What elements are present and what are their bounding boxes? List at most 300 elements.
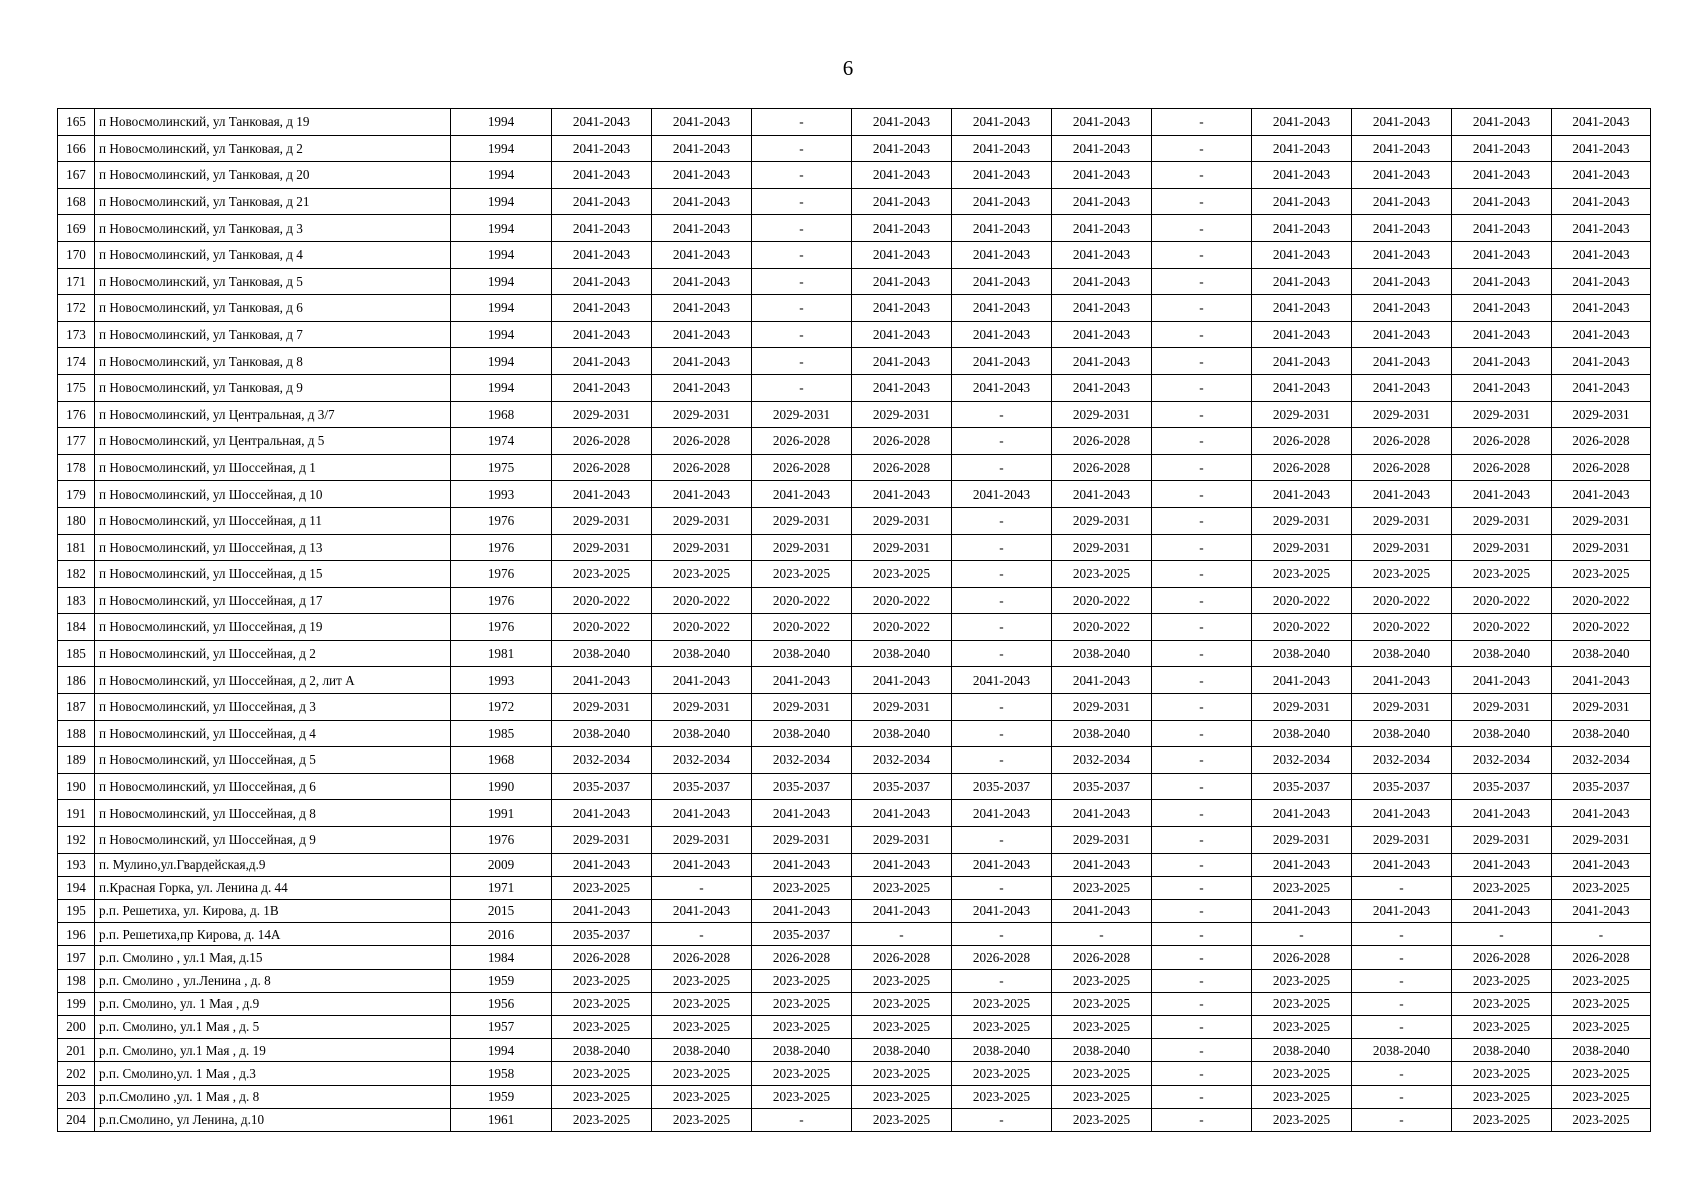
value-cell: 2041-2043 — [1352, 135, 1452, 162]
value-cell: 2038-2040 — [552, 720, 652, 747]
value-cell: 2023-2025 — [1052, 1108, 1152, 1131]
row-number-cell: 176 — [58, 401, 95, 428]
year-cell: 1994 — [451, 188, 552, 215]
value-cell: 2038-2040 — [1452, 1039, 1552, 1062]
value-cell: 2023-2025 — [552, 1015, 652, 1038]
value-cell: 2020-2022 — [1052, 614, 1152, 641]
address-cell: р.п.Смолино, ул Ленина, д.10 — [95, 1108, 451, 1131]
row-number-cell: 193 — [58, 853, 95, 876]
value-cell: 2041-2043 — [552, 268, 652, 295]
value-cell: 2038-2040 — [752, 640, 852, 667]
value-cell: 2029-2031 — [1452, 694, 1552, 721]
value-cell: 2041-2043 — [952, 135, 1052, 162]
value-cell: 2029-2031 — [1452, 507, 1552, 534]
value-cell: 2038-2040 — [1552, 1039, 1651, 1062]
value-cell: 2041-2043 — [1552, 481, 1651, 508]
value-cell: 2023-2025 — [1552, 992, 1651, 1015]
table-row — [58, 561, 1651, 588]
value-cell: - — [752, 268, 852, 295]
table-row — [58, 694, 1651, 721]
table-row — [58, 1015, 1651, 1038]
row-number-cell: 202 — [58, 1062, 95, 1085]
row-number-cell: 192 — [58, 827, 95, 854]
value-cell: 2029-2031 — [1552, 534, 1651, 561]
row-number-cell: 185 — [58, 640, 95, 667]
value-cell: 2041-2043 — [552, 162, 652, 189]
value-cell: 2041-2043 — [652, 900, 752, 923]
value-cell: 2041-2043 — [1252, 135, 1352, 162]
value-cell: 2041-2043 — [1352, 900, 1452, 923]
value-cell: 2041-2043 — [1452, 321, 1552, 348]
value-cell: 2023-2025 — [1052, 1062, 1152, 1085]
value-cell: - — [1352, 1062, 1452, 1085]
value-cell: 2026-2028 — [652, 946, 752, 969]
value-cell: 2029-2031 — [1252, 534, 1352, 561]
address-cell: р.п. Смолино, ул.1 Мая , д. 5 — [95, 1015, 451, 1038]
value-cell: 2041-2043 — [652, 188, 752, 215]
row-number-cell: 197 — [58, 946, 95, 969]
value-cell: 2023-2025 — [852, 1015, 952, 1038]
value-cell: - — [1152, 614, 1252, 641]
year-cell: 1976 — [451, 507, 552, 534]
value-cell: 2020-2022 — [852, 587, 952, 614]
value-cell: - — [1152, 969, 1252, 992]
value-cell: 2029-2031 — [1052, 534, 1152, 561]
value-cell: - — [1152, 534, 1252, 561]
value-cell: 2041-2043 — [652, 374, 752, 401]
value-cell: 2041-2043 — [952, 295, 1052, 322]
value-cell: 2023-2025 — [752, 1062, 852, 1085]
value-cell: - — [1252, 923, 1352, 946]
value-cell: 2029-2031 — [1252, 507, 1352, 534]
value-cell: 2023-2025 — [852, 1085, 952, 1108]
value-cell: - — [1152, 1039, 1252, 1062]
value-cell: 2023-2025 — [1052, 876, 1152, 899]
year-cell: 1956 — [451, 992, 552, 1015]
value-cell: 2038-2040 — [552, 640, 652, 667]
value-cell: 2041-2043 — [1352, 481, 1452, 508]
value-cell: 2023-2025 — [1352, 561, 1452, 588]
value-cell: 2041-2043 — [952, 853, 1052, 876]
value-cell: - — [1352, 1108, 1452, 1131]
address-cell: п Новосмолинский, ул Шоссейная, д 1 — [95, 454, 451, 481]
table-row — [58, 295, 1651, 322]
value-cell: 2041-2043 — [1252, 109, 1352, 136]
value-cell: 2029-2031 — [852, 507, 952, 534]
value-cell: 2038-2040 — [1252, 720, 1352, 747]
value-cell: 2020-2022 — [1452, 614, 1552, 641]
value-cell: 2023-2025 — [552, 969, 652, 992]
value-cell: - — [1352, 1015, 1452, 1038]
value-cell: 2035-2037 — [1352, 773, 1452, 800]
value-cell: 2029-2031 — [1452, 534, 1552, 561]
year-cell: 1976 — [451, 534, 552, 561]
value-cell: 2041-2043 — [1552, 667, 1651, 694]
address-cell: п Новосмолинский, ул Шоссейная, д 3 — [95, 694, 451, 721]
value-cell: - — [952, 720, 1052, 747]
row-number-cell: 172 — [58, 295, 95, 322]
value-cell: 2041-2043 — [552, 667, 652, 694]
value-cell: 2041-2043 — [1452, 800, 1552, 827]
value-cell: 2023-2025 — [1052, 1015, 1152, 1038]
value-cell: - — [1352, 969, 1452, 992]
value-cell: 2029-2031 — [1252, 827, 1352, 854]
value-cell: - — [752, 295, 852, 322]
value-cell: 2038-2040 — [1352, 1039, 1452, 1062]
value-cell: 2038-2040 — [652, 720, 752, 747]
value-cell: - — [652, 923, 752, 946]
value-cell: 2041-2043 — [1352, 374, 1452, 401]
address-cell: р.п. Решетиха, ул. Кирова, д. 1В — [95, 900, 451, 923]
row-number-cell: 181 — [58, 534, 95, 561]
address-cell: р.п. Смолино, ул. 1 Мая , д.9 — [95, 992, 451, 1015]
value-cell: 2041-2043 — [952, 188, 1052, 215]
year-cell: 1976 — [451, 587, 552, 614]
value-cell: 2023-2025 — [752, 992, 852, 1015]
value-cell: - — [1152, 321, 1252, 348]
value-cell: 2029-2031 — [652, 507, 752, 534]
table-row — [58, 969, 1651, 992]
table-row — [58, 188, 1651, 215]
value-cell: 2035-2037 — [1052, 773, 1152, 800]
address-cell: п Новосмолинский, ул Танковая, д 3 — [95, 215, 451, 242]
value-cell: 2029-2031 — [752, 507, 852, 534]
table-row — [58, 667, 1651, 694]
value-cell: 2041-2043 — [1452, 215, 1552, 242]
table-row — [58, 109, 1651, 136]
value-cell: - — [1352, 1085, 1452, 1108]
value-cell: - — [1152, 800, 1252, 827]
value-cell: 2041-2043 — [1352, 800, 1452, 827]
value-cell: 2041-2043 — [1452, 853, 1552, 876]
value-cell: 2041-2043 — [1452, 481, 1552, 508]
value-cell: 2026-2028 — [552, 428, 652, 455]
value-cell: - — [1152, 694, 1252, 721]
value-cell: - — [752, 348, 852, 375]
year-cell: 1994 — [451, 348, 552, 375]
value-cell: 2029-2031 — [1552, 507, 1651, 534]
value-cell: - — [1152, 295, 1252, 322]
year-cell: 1985 — [451, 720, 552, 747]
value-cell: 2032-2034 — [1552, 747, 1651, 774]
value-cell: 2029-2031 — [652, 534, 752, 561]
value-cell: 2041-2043 — [952, 348, 1052, 375]
value-cell: 2029-2031 — [852, 694, 952, 721]
row-number-cell: 174 — [58, 348, 95, 375]
value-cell: 2035-2037 — [1452, 773, 1552, 800]
value-cell: 2023-2025 — [1552, 1108, 1651, 1131]
value-cell: 2041-2043 — [752, 481, 852, 508]
value-cell: - — [1152, 454, 1252, 481]
address-cell: п Новосмолинский, ул Танковая, д 7 — [95, 321, 451, 348]
value-cell: 2041-2043 — [952, 241, 1052, 268]
value-cell: 2026-2028 — [852, 946, 952, 969]
value-cell: 2026-2028 — [952, 946, 1052, 969]
value-cell: 2020-2022 — [1552, 614, 1651, 641]
value-cell: 2026-2028 — [752, 428, 852, 455]
value-cell: 2023-2025 — [1252, 1015, 1352, 1038]
value-cell: 2038-2040 — [752, 1039, 852, 1062]
year-cell: 1994 — [451, 241, 552, 268]
value-cell: 2026-2028 — [1252, 428, 1352, 455]
value-cell: 2023-2025 — [852, 1062, 952, 1085]
value-cell: 2041-2043 — [1252, 241, 1352, 268]
value-cell: - — [1152, 946, 1252, 969]
value-cell: - — [752, 374, 852, 401]
value-cell: 2038-2040 — [1452, 720, 1552, 747]
value-cell: 2029-2031 — [1252, 401, 1352, 428]
address-cell: п Новосмолинский, ул Танковая, д 21 — [95, 188, 451, 215]
value-cell: 2020-2022 — [652, 614, 752, 641]
value-cell: 2026-2028 — [1552, 428, 1651, 455]
row-number-cell: 169 — [58, 215, 95, 242]
value-cell: 2023-2025 — [1552, 1015, 1651, 1038]
value-cell: - — [952, 694, 1052, 721]
value-cell: 2023-2025 — [552, 1108, 652, 1131]
table-row — [58, 321, 1651, 348]
row-number-cell: 180 — [58, 507, 95, 534]
value-cell: 2041-2043 — [652, 268, 752, 295]
value-cell: 2041-2043 — [1252, 900, 1352, 923]
value-cell: 2041-2043 — [1052, 900, 1152, 923]
row-number-cell: 165 — [58, 109, 95, 136]
row-number-cell: 196 — [58, 923, 95, 946]
value-cell: 2032-2034 — [1052, 747, 1152, 774]
value-cell: 2035-2037 — [552, 773, 652, 800]
value-cell: 2029-2031 — [1352, 401, 1452, 428]
value-cell: 2041-2043 — [952, 900, 1052, 923]
value-cell: 2035-2037 — [552, 923, 652, 946]
value-cell: 2041-2043 — [852, 241, 952, 268]
row-number-cell: 200 — [58, 1015, 95, 1038]
value-cell: 2041-2043 — [652, 348, 752, 375]
value-cell: - — [1152, 215, 1252, 242]
value-cell: 2041-2043 — [652, 295, 752, 322]
value-cell: 2041-2043 — [652, 215, 752, 242]
value-cell: 2023-2025 — [1252, 969, 1352, 992]
value-cell: 2041-2043 — [952, 321, 1052, 348]
value-cell: - — [1152, 1062, 1252, 1085]
table-row — [58, 428, 1651, 455]
value-cell: 2041-2043 — [1452, 109, 1552, 136]
value-cell: 2023-2025 — [852, 561, 952, 588]
value-cell: 2038-2040 — [1452, 640, 1552, 667]
value-cell: 2041-2043 — [1252, 321, 1352, 348]
value-cell: 2023-2025 — [852, 992, 952, 1015]
table-row — [58, 481, 1651, 508]
value-cell: 2023-2025 — [1552, 1085, 1651, 1108]
value-cell: 2041-2043 — [752, 853, 852, 876]
year-cell: 1959 — [451, 969, 552, 992]
year-cell: 1991 — [451, 800, 552, 827]
value-cell: 2023-2025 — [1452, 1062, 1552, 1085]
value-cell: 2029-2031 — [1552, 694, 1651, 721]
value-cell: - — [952, 507, 1052, 534]
value-cell: 2041-2043 — [552, 321, 652, 348]
table-row — [58, 900, 1651, 923]
value-cell: 2029-2031 — [1052, 401, 1152, 428]
value-cell: - — [1152, 827, 1252, 854]
value-cell: 2041-2043 — [1052, 295, 1152, 322]
row-number-cell: 170 — [58, 241, 95, 268]
value-cell: 2041-2043 — [952, 162, 1052, 189]
value-cell: 2038-2040 — [652, 640, 752, 667]
address-cell: р.п. Смолино, ул.1 Мая , д. 19 — [95, 1039, 451, 1062]
value-cell: 2032-2034 — [1352, 747, 1452, 774]
table-row — [58, 923, 1651, 946]
value-cell: - — [752, 321, 852, 348]
value-cell: 2041-2043 — [552, 348, 652, 375]
year-cell: 1968 — [451, 401, 552, 428]
value-cell: 2041-2043 — [852, 215, 952, 242]
value-cell: 2041-2043 — [1552, 188, 1651, 215]
value-cell: 2041-2043 — [1052, 162, 1152, 189]
value-cell: 2041-2043 — [652, 241, 752, 268]
year-cell: 1994 — [451, 321, 552, 348]
value-cell: 2041-2043 — [852, 374, 952, 401]
value-cell: 2023-2025 — [1452, 876, 1552, 899]
value-cell: 2041-2043 — [1352, 188, 1452, 215]
value-cell: - — [1152, 773, 1252, 800]
value-cell: - — [1152, 900, 1252, 923]
year-cell: 1958 — [451, 1062, 552, 1085]
value-cell: - — [952, 401, 1052, 428]
value-cell: 2023-2025 — [1252, 1062, 1352, 1085]
value-cell: - — [1352, 946, 1452, 969]
value-cell: 2041-2043 — [952, 667, 1052, 694]
value-cell: 2038-2040 — [652, 1039, 752, 1062]
table-row — [58, 747, 1651, 774]
value-cell: 2029-2031 — [552, 694, 652, 721]
value-cell: 2023-2025 — [552, 1085, 652, 1108]
value-cell: - — [1152, 428, 1252, 455]
value-cell: 2041-2043 — [952, 268, 1052, 295]
row-number-cell: 168 — [58, 188, 95, 215]
value-cell: 2041-2043 — [852, 109, 952, 136]
value-cell: 2029-2031 — [1352, 694, 1452, 721]
year-cell: 1984 — [451, 946, 552, 969]
value-cell: 2035-2037 — [1252, 773, 1352, 800]
value-cell: 2029-2031 — [552, 401, 652, 428]
value-cell: 2032-2034 — [752, 747, 852, 774]
value-cell: 2020-2022 — [1352, 614, 1452, 641]
value-cell: 2041-2043 — [1352, 109, 1452, 136]
value-cell: 2041-2043 — [1552, 135, 1651, 162]
address-cell: п Новосмолинский, ул Танковая, д 4 — [95, 241, 451, 268]
value-cell: 2041-2043 — [552, 188, 652, 215]
value-cell: 2041-2043 — [1452, 295, 1552, 322]
value-cell: 2041-2043 — [1452, 268, 1552, 295]
year-cell: 1976 — [451, 827, 552, 854]
value-cell: 2038-2040 — [1052, 1039, 1152, 1062]
table-row — [58, 827, 1651, 854]
row-number-cell: 199 — [58, 992, 95, 1015]
year-cell: 1994 — [451, 215, 552, 242]
value-cell: 2035-2037 — [952, 773, 1052, 800]
value-cell: 2026-2028 — [552, 454, 652, 481]
table-row — [58, 720, 1651, 747]
table-row — [58, 162, 1651, 189]
value-cell: 2041-2043 — [1552, 295, 1651, 322]
table-row — [58, 534, 1651, 561]
table-row — [58, 587, 1651, 614]
value-cell: 2029-2031 — [1052, 827, 1152, 854]
value-cell: 2023-2025 — [752, 561, 852, 588]
value-cell: 2023-2025 — [752, 1085, 852, 1108]
value-cell: 2038-2040 — [852, 1039, 952, 1062]
value-cell: 2023-2025 — [952, 1015, 1052, 1038]
value-cell: 2041-2043 — [852, 800, 952, 827]
value-cell: 2041-2043 — [1052, 241, 1152, 268]
year-cell: 1971 — [451, 876, 552, 899]
row-number-cell: 184 — [58, 614, 95, 641]
year-cell: 1959 — [451, 1085, 552, 1108]
value-cell: - — [752, 135, 852, 162]
value-cell: 2038-2040 — [1052, 640, 1152, 667]
address-cell: п Новосмолинский, ул Шоссейная, д 4 — [95, 720, 451, 747]
value-cell: 2041-2043 — [852, 667, 952, 694]
value-cell: - — [1552, 923, 1651, 946]
value-cell: 2038-2040 — [852, 720, 952, 747]
value-cell: 2023-2025 — [1452, 969, 1552, 992]
value-cell: 2023-2025 — [652, 1015, 752, 1038]
value-cell: 2023-2025 — [852, 1108, 952, 1131]
address-cell: п Новосмолинский, ул Шоссейная, д 6 — [95, 773, 451, 800]
table-body — [58, 109, 1651, 1132]
value-cell: 2023-2025 — [752, 1015, 852, 1038]
value-cell: 2041-2043 — [952, 109, 1052, 136]
value-cell: 2038-2040 — [752, 720, 852, 747]
address-cell: п Новосмолинский, ул Шоссейная, д 8 — [95, 800, 451, 827]
value-cell: 2020-2022 — [1052, 587, 1152, 614]
value-cell: 2041-2043 — [852, 268, 952, 295]
address-cell: п Новосмолинский, ул Шоссейная, д 2, лит А — [95, 667, 451, 694]
value-cell: - — [752, 1108, 852, 1131]
address-cell: п. Мулино,ул.Гвардейская,д.9 — [95, 853, 451, 876]
value-cell: 2029-2031 — [1052, 507, 1152, 534]
value-cell: 2023-2025 — [1052, 969, 1152, 992]
value-cell: 2041-2043 — [652, 162, 752, 189]
value-cell: 2041-2043 — [852, 348, 952, 375]
year-cell: 1993 — [451, 481, 552, 508]
value-cell: 2041-2043 — [1052, 481, 1152, 508]
year-cell: 1968 — [451, 747, 552, 774]
table-row — [58, 876, 1651, 899]
value-cell: 2041-2043 — [1252, 268, 1352, 295]
value-cell: 2041-2043 — [1352, 321, 1452, 348]
value-cell: 2041-2043 — [552, 800, 652, 827]
value-cell: 2041-2043 — [552, 853, 652, 876]
value-cell: 2041-2043 — [752, 800, 852, 827]
table-row — [58, 241, 1651, 268]
value-cell: 2041-2043 — [852, 162, 952, 189]
value-cell: - — [1152, 1085, 1252, 1108]
value-cell: 2041-2043 — [1052, 215, 1152, 242]
value-cell: 2038-2040 — [1252, 1039, 1352, 1062]
year-cell: 1975 — [451, 454, 552, 481]
value-cell: 2026-2028 — [1252, 454, 1352, 481]
address-cell: п Новосмолинский, ул Центральная, д 3/7 — [95, 401, 451, 428]
value-cell: 2041-2043 — [1052, 348, 1152, 375]
year-cell: 1976 — [451, 561, 552, 588]
value-cell: 2041-2043 — [1452, 162, 1552, 189]
value-cell: - — [1152, 109, 1252, 136]
table-row — [58, 992, 1651, 1015]
value-cell: - — [952, 587, 1052, 614]
value-cell: 2041-2043 — [552, 241, 652, 268]
address-cell: п Новосмолинский, ул Шоссейная, д 11 — [95, 507, 451, 534]
address-cell: п Новосмолинский, ул Танковая, д 20 — [95, 162, 451, 189]
